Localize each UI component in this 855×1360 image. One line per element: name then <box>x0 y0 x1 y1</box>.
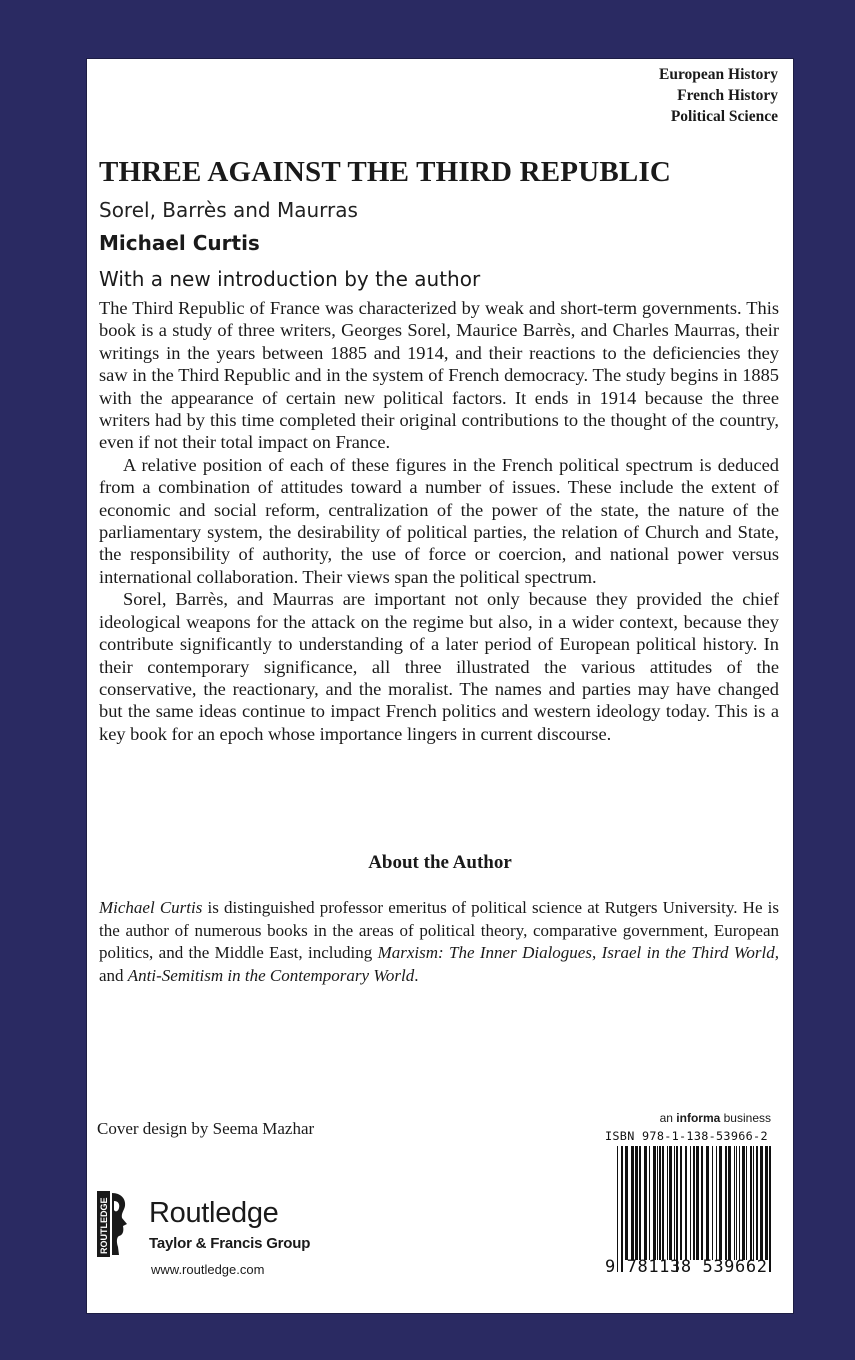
book-title: THREE AGAINST THE THIRD REPUBLIC <box>99 156 672 188</box>
blurb-paragraph: Sorel, Barrès, and Maurras are important not only because they provided the chief ideological weapons for the attack on the regime but also, in a wider context, because they contribute significantly to understanding of a later period of European political history. In their contemporary significance, all three illustrated the various attitudes of the conservative, the reactionary, and the moralist. The names and parties may have changed but the same ideas continue to impact French politics and western ideology today. This is a key book for an epoch whose importance lingers in current discourse. <box>99 589 779 744</box>
barcode-bar <box>639 1146 641 1260</box>
about-author-heading: About the Author <box>368 852 512 873</box>
blurb-paragraph: The Third Republic of France was characterized by weak and short-term governments. This book is a study of three writers, Georges Sorel, Maurice Barrès, and Charles Maurras, their writings in the years between 1885 and 1914, and their reactions to the deficiencies they saw in the Third Republic and in the system of French democracy. The study begins in 1885 with the appearance of certain new political factors. It ends in 1914 because the three writers had by this time completed their original contributions to the thought of the country, even if not their total impact on France. <box>99 298 779 453</box>
bio-book-title: Israel in the Third World, <box>601 943 779 962</box>
routledge-head-icon <box>97 1191 131 1257</box>
informa-business-tag <box>660 1111 771 1125</box>
subject-categories <box>659 64 778 127</box>
barcode-bar <box>734 1146 735 1260</box>
isbn-label: ISBN 978-1-138-53966-2 <box>605 1129 768 1143</box>
logo-vertical-text: ROUTLEDGE <box>99 1197 109 1254</box>
barcode-bar <box>728 1146 731 1260</box>
barcode-bar <box>701 1146 703 1260</box>
bio-end: . <box>414 965 419 985</box>
bio-book-title: Anti-Semitism in the Contemporary World <box>127 965 415 985</box>
informa-suffix: business <box>720 1111 771 1125</box>
barcode-bar <box>657 1146 658 1260</box>
book-subtitle: Sorel, Barrès and Maurras <box>99 198 358 222</box>
barcode-bar <box>653 1146 656 1260</box>
barcode-digits: 9 781138 539662 <box>605 1257 768 1277</box>
publisher-url: www.routledge.com <box>151 1262 265 1277</box>
barcode-bar <box>631 1146 634 1260</box>
barcode-bar <box>769 1146 771 1272</box>
barcode-bar <box>736 1146 737 1260</box>
barcode-bar <box>765 1146 768 1260</box>
barcode-bar <box>756 1146 758 1260</box>
barcode-bar <box>725 1146 727 1260</box>
barcode-bar <box>685 1146 687 1260</box>
barcode-bar <box>649 1146 650 1260</box>
barcode-bar <box>674 1146 675 1260</box>
category-label: European History <box>659 66 778 83</box>
barcode-bar <box>662 1146 664 1260</box>
barcode-bar <box>750 1146 752 1260</box>
blurb-paragraph: A relative position of each of these figures in the French political spectrum is deduced from a combination of attitudes toward a number of issues. These include the extent of economic and social reform, centralization of the power of the state, the nature of the parliamentary system, the desirability of political parties, the relation of Church and State, the responsibility of authority, the use of force or coercion, and national power versus international collaboration. Their views span the political spectrum. <box>99 454 779 587</box>
publisher-name: Routledge <box>149 1197 279 1229</box>
barcode-bar <box>716 1146 717 1260</box>
routledge-logo <box>97 1191 327 1261</box>
back-cover-panel <box>86 58 794 1314</box>
bio-text: is distinguished professor emeritus of political science at Rutgers University. He is the author of numerous books in the areas of political theory, comparative government, European politics, and the Middle East, including <box>99 898 779 962</box>
bio-separator: , <box>591 943 602 962</box>
informa-brand: informa <box>676 1111 721 1125</box>
category-label: Political Science <box>670 108 778 125</box>
barcode-bar <box>760 1146 763 1260</box>
barcode-bar <box>706 1146 709 1260</box>
barcode-bar <box>676 1146 678 1272</box>
barcode-bar <box>746 1146 747 1260</box>
blurb-body <box>99 297 779 745</box>
barcode-bar <box>680 1146 682 1260</box>
author-bio <box>99 897 779 987</box>
barcode-bar <box>625 1146 628 1260</box>
barcode-bar <box>690 1146 691 1260</box>
barcode-bar <box>617 1146 618 1272</box>
barcode-bar <box>644 1146 647 1260</box>
bio-author-name: Michael Curtis <box>99 898 203 917</box>
barcode-bar <box>693 1146 695 1260</box>
new-introduction-note: With a new introduction by the author <box>99 267 481 291</box>
category-label: French History <box>677 87 778 104</box>
bio-separator: and <box>99 965 128 985</box>
book-author: Michael Curtis <box>99 231 260 255</box>
bio-book-title: Marxism: The Inner Dialogues <box>377 943 592 962</box>
barcode-bar <box>696 1146 699 1260</box>
cover-design-credit: Cover design by Seema Mazhar <box>97 1119 315 1138</box>
barcode-bar <box>621 1146 623 1272</box>
barcode-bar <box>667 1146 668 1260</box>
barcode-bar <box>753 1146 754 1260</box>
barcode-bar <box>659 1146 661 1260</box>
barcode-bar <box>669 1146 672 1260</box>
barcode-bar <box>742 1146 745 1260</box>
isbn-barcode <box>605 1129 783 1294</box>
barcode-bars <box>617 1146 777 1272</box>
barcode-bar <box>635 1146 638 1260</box>
barcode-bar <box>712 1146 713 1260</box>
barcode-bar <box>739 1146 740 1260</box>
publisher-group: Taylor & Francis Group <box>149 1235 311 1252</box>
barcode-bar <box>719 1146 722 1260</box>
informa-prefix: an <box>659 1111 677 1125</box>
